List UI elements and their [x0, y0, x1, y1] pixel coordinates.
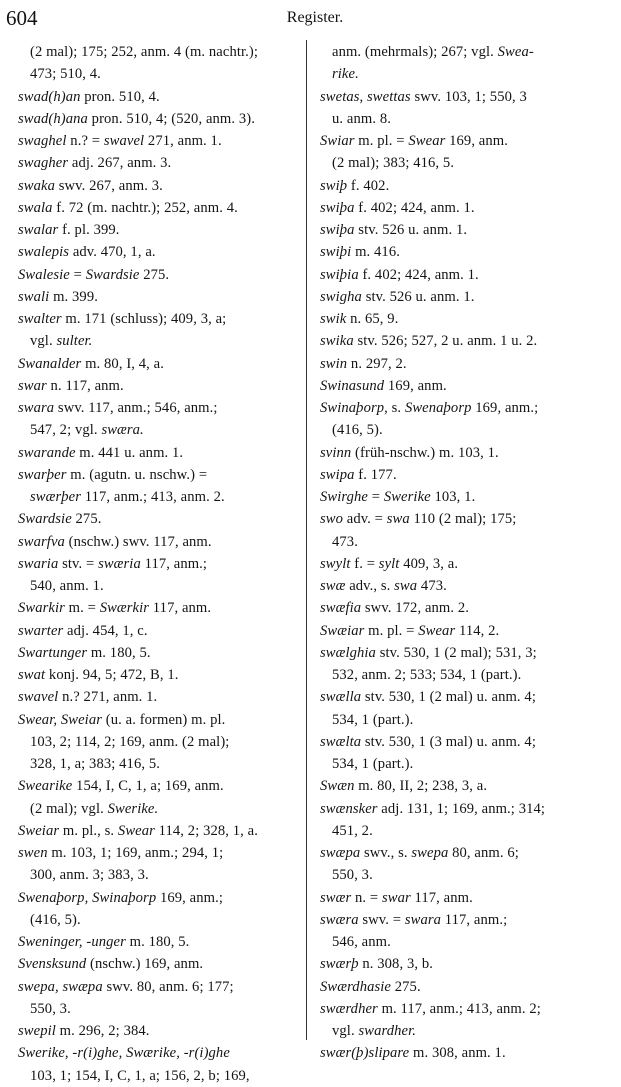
index-entry — [320, 575, 620, 597]
reference-text: m. 117, anm.; 413, anm. 2; — [377, 1000, 541, 1017]
reference-text: m. pl. = — [364, 622, 419, 639]
reference-text: (2 mal); 383; 416, 5. — [332, 155, 455, 172]
reference-text: swv. = — [358, 911, 405, 928]
headword: Swartunger — [18, 644, 88, 661]
headword: Swæiar — [320, 622, 365, 639]
reference-text: 117, anm. — [149, 600, 212, 617]
index-entry — [18, 531, 318, 553]
reference-text: vgl. — [30, 333, 57, 350]
headword: Swerike. — [107, 800, 159, 817]
index-entry — [320, 508, 620, 530]
reference-text: m. pl. = — [354, 133, 409, 149]
reference-text: 117, anm.; — [441, 911, 508, 928]
headword: Swear — [408, 133, 446, 149]
reference-text: 546, anm. — [332, 934, 391, 950]
reference-text: adj. 131, 1; 169, anm.; 314; — [377, 800, 546, 817]
headword: swalter — [18, 311, 62, 327]
index-entry — [18, 464, 318, 486]
reference-text: adj. 267, anm. 3. — [68, 155, 172, 172]
index-entry — [18, 86, 318, 108]
headword: Swærdhasie — [320, 978, 392, 995]
index-entry-continuation — [18, 486, 318, 508]
headword: Swanalder — [18, 355, 82, 372]
headword: Svensksund — [18, 956, 87, 973]
reference-text: = — [368, 489, 384, 505]
index-entry — [18, 442, 318, 464]
index-entry — [18, 976, 318, 998]
index-entry — [18, 931, 318, 953]
index-entry — [320, 642, 620, 664]
headword: swælla — [320, 689, 362, 706]
headword: swardher. — [358, 1023, 416, 1039]
headword: swiþa — [320, 199, 355, 216]
headword: swaghel — [18, 133, 67, 149]
index-entry — [320, 286, 620, 308]
headword: swæfia — [320, 600, 362, 617]
reference-text: 275. — [71, 511, 102, 528]
reference-text: 300, anm. 3; 383, 3. — [30, 867, 149, 884]
headword: swarande — [18, 444, 76, 461]
headword: swalar — [18, 222, 59, 238]
headword: swat — [18, 667, 46, 683]
index-entry — [18, 130, 318, 152]
headword: swiþa — [320, 222, 355, 238]
headword: swad(h)an — [18, 88, 81, 105]
reference-text: anm. (mehrmals); 267; vgl. — [332, 44, 498, 60]
headword: swarþer — [18, 466, 67, 483]
reference-text: 114, 2; 328, 1, a. — [154, 822, 259, 839]
headword: Swear — [117, 822, 155, 839]
headword: swar — [18, 377, 47, 394]
reference-text: m. = — [64, 600, 100, 617]
index-entry — [320, 798, 620, 820]
reference-text: f. 402. — [347, 177, 390, 194]
headword: swik — [320, 311, 347, 327]
reference-text: swv. 267, anm. 3. — [54, 177, 163, 194]
headword: swipa — [320, 466, 355, 483]
headword: swælghia — [320, 644, 376, 661]
reference-text: (u. a. formen) m. pl. — [102, 711, 226, 728]
index-entry — [320, 442, 620, 464]
reference-text: m. 180, 5. — [125, 934, 190, 950]
reference-text: n. 297, 2. — [347, 355, 407, 372]
headword: Swæn — [320, 778, 355, 795]
headword: swad(h)ana — [18, 110, 88, 127]
headword: swin — [320, 355, 348, 372]
headword: swar — [381, 889, 411, 906]
column-divider — [306, 40, 307, 1040]
index-entry-continuation — [18, 41, 318, 63]
reference-text: u. anm. 8. — [332, 110, 391, 127]
headword: swala — [18, 199, 53, 216]
reference-text: 275. — [139, 266, 170, 283]
reference-text: pron. 510, 4. — [80, 88, 160, 105]
index-entry — [320, 887, 620, 909]
headword: Swea- — [497, 44, 534, 60]
reference-text: adj. 454, 1, c. — [63, 622, 148, 639]
index-entry — [18, 820, 318, 842]
reference-text: f. 402; 424, anm. 1. — [354, 199, 475, 216]
index-entry — [320, 175, 620, 197]
index-entry-continuation — [320, 753, 620, 775]
headword: Swinaþorp — [320, 400, 385, 416]
headword: sylt — [378, 555, 400, 572]
index-entry — [320, 353, 620, 375]
reference-text: 117, anm.; 413, anm. 2. — [80, 489, 225, 505]
reference-text: (416, 5). — [332, 422, 383, 439]
reference-text: n. = — [351, 889, 382, 906]
headword: Swenaþorp, Swinaþorp — [18, 889, 157, 906]
index-entry-continuation — [18, 998, 318, 1020]
reference-text: n. 308, 3, b. — [358, 956, 433, 973]
reference-text: = — [69, 266, 86, 283]
index-entry — [18, 175, 318, 197]
headword: Swiar — [320, 133, 355, 149]
headword: swælta — [320, 733, 362, 750]
headword: sulter. — [56, 333, 93, 350]
index-entry-continuation — [320, 152, 620, 174]
reference-text: f. pl. 399. — [58, 222, 120, 238]
index-entry-continuation — [18, 753, 318, 775]
reference-text: m. 308, anm. 1. — [409, 1045, 506, 1062]
index-entry — [320, 620, 620, 642]
reference-text: (2 mal); vgl. — [30, 800, 108, 817]
headword: Swerike — [383, 489, 431, 505]
index-entry-continuation — [18, 419, 318, 441]
headword: swænsker — [320, 800, 378, 817]
headword: svinn — [320, 444, 352, 461]
reference-text: 540, anm. 1. — [30, 578, 104, 594]
headword: Swear — [418, 622, 456, 639]
index-entry — [320, 375, 620, 397]
reference-text: f. 402; 424, anm. 1. — [358, 266, 479, 283]
reference-text: 550, 3. — [332, 867, 373, 884]
index-entry — [320, 241, 620, 263]
reference-text: f. 72 (m. nachtr.); 252, anm. 4. — [52, 199, 238, 216]
reference-text: stv. 530, 1 (2 mal) u. anm. 4; — [361, 689, 536, 706]
reference-text: n.? = — [66, 133, 104, 149]
headword: Swinasund — [320, 377, 385, 394]
index-entry — [18, 686, 318, 708]
reference-text: stv. 530, 1 (3 mal) u. anm. 4; — [361, 733, 536, 750]
reference-text: stv. 526 u. anm. 1. — [361, 288, 475, 305]
headword: swepil — [18, 1023, 56, 1039]
index-entry-continuation — [320, 664, 620, 686]
headword: swæpa — [320, 845, 361, 861]
headword: swo — [320, 511, 344, 528]
index-entry-continuation — [18, 798, 318, 820]
index-entry — [320, 86, 620, 108]
headword: swarfva — [18, 533, 65, 550]
reference-text: stv. 526; 527, 2 u. anm. 1 u. 2. — [353, 333, 538, 350]
index-entry — [320, 909, 620, 931]
index-entry — [18, 775, 318, 797]
index-entry-continuation — [18, 731, 318, 753]
reference-text: m. 416. — [351, 244, 400, 261]
headword: Swerike, -r(i)ghe, Swærike, -r(i)ghe — [18, 1045, 230, 1062]
headword: swen — [18, 845, 48, 861]
headword: swæra — [320, 911, 359, 928]
headword: swigha — [320, 288, 362, 305]
reference-text: (früh-nschw.) m. 103, 1. — [351, 444, 499, 461]
index-entry — [320, 308, 620, 330]
index-entry — [18, 375, 318, 397]
index-entry — [320, 775, 620, 797]
reference-text: swv. 103, 1; 550, 3 — [410, 88, 527, 105]
headword: swæra. — [101, 422, 144, 439]
reference-text: 328, 1, a; 383; 416, 5. — [30, 756, 160, 772]
index-entry-continuation — [320, 108, 620, 130]
index-entry — [18, 397, 318, 419]
headword: swarter — [18, 622, 64, 639]
headword: Swearike — [18, 778, 73, 795]
index-entry-continuation — [18, 864, 318, 886]
index-entry — [18, 597, 318, 619]
headword: swagher — [18, 155, 69, 172]
index-entry — [18, 241, 318, 263]
headword: swali — [18, 288, 50, 305]
headword: swa — [394, 578, 418, 594]
reference-text: m. pl., s. — [59, 822, 118, 839]
reference-text: 473. — [417, 578, 447, 594]
reference-text: 114, 2. — [455, 622, 500, 639]
reference-text: konj. 94, 5; 472, B, 1. — [45, 667, 179, 683]
reference-text: m. 296, 2; 384. — [55, 1023, 150, 1039]
reference-text: adv. = — [343, 511, 387, 528]
reference-text: n. 65, 9. — [346, 311, 399, 327]
reference-text: m. 399. — [49, 288, 98, 305]
index-entry — [18, 286, 318, 308]
headword: swara — [404, 911, 442, 928]
headword: swæ — [320, 578, 346, 594]
left-column — [18, 41, 318, 1087]
headword: swepa, swæpa — [18, 978, 103, 995]
reference-text: (2 mal); 175; 252, anm. 4 (m. nachtr.); — [30, 44, 259, 60]
index-entry — [18, 197, 318, 219]
index-entry-continuation — [18, 575, 318, 597]
reference-text: 473. — [332, 533, 358, 550]
headword: swara — [18, 400, 55, 416]
headword: swiþ — [320, 177, 348, 194]
reference-text: stv. 530, 1 (2 mal); 531, 3; — [375, 644, 537, 661]
right-column — [320, 41, 620, 1065]
index-entry — [18, 152, 318, 174]
index-entry — [18, 842, 318, 864]
index-entry-continuation — [18, 63, 318, 85]
reference-text: stv. = — [58, 555, 99, 572]
reference-text: 532, anm. 2; 533; 534, 1 (part.). — [332, 667, 522, 683]
index-entry-continuation — [18, 909, 318, 931]
headword: swa — [386, 511, 410, 528]
headword: swika — [320, 333, 354, 350]
reference-text: (nschw.) 169, anm. — [86, 956, 204, 973]
reference-text: 117, anm.; — [140, 555, 208, 572]
headword: swaka — [18, 177, 55, 194]
reference-text: 409, 3, a. — [399, 555, 459, 572]
reference-text: 169, anm.; — [471, 400, 539, 416]
index-entry-continuation — [320, 1020, 620, 1042]
headword: Swardsie — [85, 266, 140, 283]
headword: swiþi — [320, 244, 352, 261]
reference-text: 271, anm. 1. — [144, 133, 222, 149]
headword: Swenaþorp — [404, 400, 472, 416]
reference-text: swv. 172, anm. 2. — [361, 600, 470, 617]
index-entry — [18, 1020, 318, 1042]
headword: Sweninger, -unger — [18, 934, 126, 950]
index-entry — [18, 642, 318, 664]
index-entry — [18, 353, 318, 375]
index-entry — [320, 686, 620, 708]
reference-text: 103, 2; 114, 2; 169, anm. (2 mal); — [30, 733, 230, 750]
index-entry — [320, 597, 620, 619]
index-entry — [18, 264, 318, 286]
index-entry — [18, 620, 318, 642]
reference-text: 80, anm. 6; — [448, 845, 519, 861]
headword: Swear, Sweiar — [18, 711, 103, 728]
index-entry-continuation — [18, 1065, 318, 1087]
index-entry — [320, 998, 620, 1020]
reference-text: swv., s. — [360, 845, 412, 861]
headword: Swirghe — [320, 489, 368, 505]
reference-text: m. 441 u. anm. 1. — [75, 444, 184, 461]
index-entry — [18, 553, 318, 575]
reference-text: 110 (2 mal); 175; — [409, 511, 517, 528]
headword: swæria — [98, 555, 141, 572]
index-entry — [320, 1042, 620, 1064]
index-entry — [320, 953, 620, 975]
index-entry — [18, 709, 318, 731]
headword: swaria — [18, 555, 59, 572]
reference-text: 169, anm. — [445, 133, 508, 149]
index-entry-continuation — [320, 419, 620, 441]
reference-text: vgl. — [332, 1023, 359, 1039]
reference-text: 117, anm. — [410, 889, 473, 906]
index-entry — [320, 219, 620, 241]
headword: swetas, swettas — [320, 88, 411, 105]
index-entry — [18, 953, 318, 975]
reference-text: 103, 1. — [430, 489, 476, 505]
index-entry — [320, 330, 620, 352]
reference-text: swv. 80, anm. 6; 177; — [102, 978, 234, 995]
reference-text: , s. — [384, 400, 405, 416]
headword: Swærkir — [99, 600, 150, 617]
headword: swalepis — [18, 244, 70, 261]
index-entry-continuation — [320, 531, 620, 553]
index-entry-continuation — [320, 709, 620, 731]
headword: swavel — [18, 689, 59, 706]
index-entry — [18, 308, 318, 330]
index-entry — [320, 731, 620, 753]
reference-text: 451, 2. — [332, 822, 373, 839]
reference-text: 169, anm.; — [156, 889, 223, 906]
index-entry — [18, 1042, 318, 1064]
headword: Swarkir — [18, 600, 65, 617]
headword: swiþia — [320, 266, 359, 283]
index-entry-continuation — [320, 63, 620, 85]
reference-text: 275. — [391, 978, 421, 995]
headword: swærþ — [320, 956, 359, 973]
reference-text: 534, 1 (part.). — [332, 711, 414, 728]
index-entry — [18, 219, 318, 241]
headword: rike. — [332, 66, 359, 83]
reference-text: 547, 2; vgl. — [30, 422, 102, 439]
running-title: Register. — [286, 9, 344, 26]
headword: swylt — [320, 555, 351, 572]
reference-text: 169, anm. — [384, 377, 447, 394]
index-entry — [18, 664, 318, 686]
index-entry — [320, 264, 620, 286]
index-entry-continuation — [320, 41, 620, 63]
reference-text: swv. 117, anm.; 546, anm.; — [54, 400, 218, 416]
index-entry — [320, 842, 620, 864]
headword: swær — [320, 889, 352, 906]
index-entry-continuation — [18, 330, 318, 352]
index-entry-continuation — [320, 864, 620, 886]
reference-text: m. 80, I, 4, a. — [81, 355, 165, 372]
reference-text: n.? 271, anm. 1. — [58, 689, 158, 706]
reference-text: 473; 510, 4. — [30, 66, 101, 83]
reference-text: pron. 510, 4; (520, anm. 3). — [87, 110, 255, 127]
index-entry-continuation — [320, 820, 620, 842]
headword: swavel — [103, 133, 145, 149]
reference-text: m. 103, 1; 169, anm.; 294, 1; — [47, 845, 224, 861]
index-entry — [320, 486, 620, 508]
reference-text: 154, I, C, 1, a; 169, anm. — [72, 778, 224, 795]
reference-text: f. 177. — [354, 466, 397, 483]
reference-text: m. (agutn. u. nschw.) = — [66, 466, 208, 483]
headword: swepa — [411, 845, 449, 861]
reference-text: m. 171 (schluss); 409, 3, a; — [61, 311, 227, 327]
index-entry — [320, 976, 620, 998]
reference-text: 550, 3. — [30, 1000, 71, 1017]
index-entry — [320, 397, 620, 419]
index-entry — [320, 553, 620, 575]
index-entry — [18, 887, 318, 909]
reference-text: m. 180, 5. — [87, 644, 151, 661]
page-number: 604 — [6, 6, 38, 30]
index-entry — [320, 197, 620, 219]
reference-text: 103, 1; 154, I, C, 1, a; 156, 2, b; 169, — [30, 1067, 250, 1084]
reference-text: m. 80, II, 2; 238, 3, a. — [354, 778, 488, 795]
reference-text: adv. 470, 1, a. — [69, 244, 156, 261]
reference-text: f. = — [350, 555, 379, 572]
headword: swær(þ)slipare — [320, 1045, 410, 1062]
index-entry — [18, 508, 318, 530]
headword: swærþer — [30, 489, 81, 505]
index-entry — [18, 108, 318, 130]
reference-text: 534, 1 (part.). — [332, 756, 414, 772]
headword: Swalesie — [18, 266, 70, 283]
index-entry-continuation — [320, 931, 620, 953]
reference-text: n. 117, anm. — [46, 377, 124, 394]
index-entry — [320, 130, 620, 152]
headword: swærdher — [320, 1000, 378, 1017]
reference-text: (nschw.) swv. 117, anm. — [64, 533, 212, 550]
headword: Swardsie — [18, 511, 72, 528]
index-entry — [320, 464, 620, 486]
reference-text: (416, 5). — [30, 911, 81, 928]
reference-text: adv., s. — [345, 578, 395, 594]
headword: Sweiar — [18, 822, 60, 839]
reference-text: stv. 526 u. anm. 1. — [354, 222, 468, 238]
